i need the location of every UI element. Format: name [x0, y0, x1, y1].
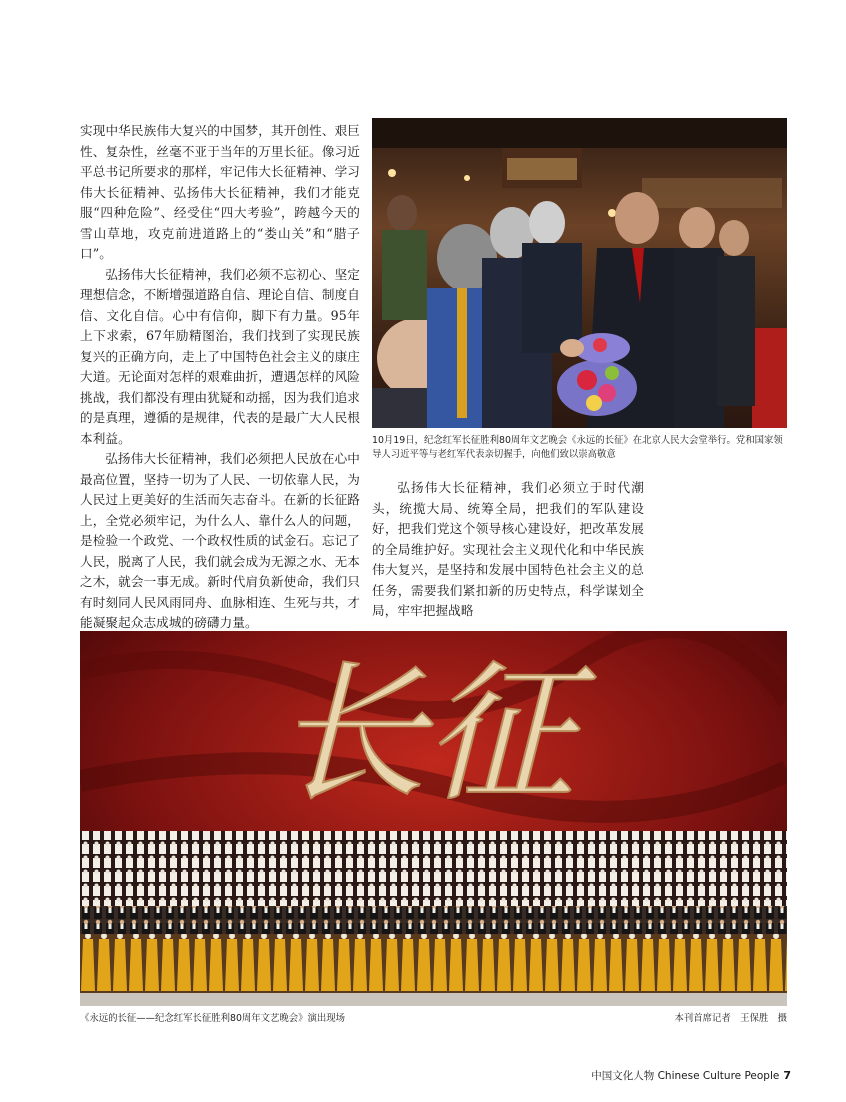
stage-calligraphy: 长征	[274, 648, 576, 822]
paragraph: 实现中华民族伟大复兴的中国梦，其开创性、艰巨性、复杂性，丝毫不亚于当年的万里长征。像习近平总书记所要求的那样，牢记伟大长征精神、学习伟大长征精神、弘扬伟大长征精神，我们才能克服“四种危险”、经受住“四大考验”，跨越今天的雪山草地，攻克前进道路上的“娄山关”和“腊子口”。	[80, 123, 360, 261]
paragraph: 弘扬伟大长征精神，我们必须立于时代潮头，统揽大局、统筹全局，把我们的军队建设好，把我们党这个领导核心建设好，把改革发展的全局维护好。实现社会主义现代化和中华民族伟大复兴，是坚持和发展中国特色社会主义的总任务，需要我们紧扣新的历史特点，科学谋划全局，牢牢把握战略	[372, 480, 644, 618]
photo-caption: 10月19日，纪念红军长征胜利80周年文艺晚会《永远的长征》在北京人民大会堂举行。党和国家领导人习近平等与老红军代表亲切握手，向他们致以崇高敬意	[372, 435, 783, 460]
magazine-name: 中国文化人物 Chinese Culture People	[591, 1070, 780, 1082]
photo-caption: 《永远的长征——纪念红军长征胜利80周年文艺晚会》演出现场	[80, 1013, 346, 1024]
page-footer	[591, 1068, 791, 1083]
paragraph: 弘扬伟大长征精神，我们必须不忘初心、坚定理想信念，不断增强道路自信、理论自信、制度自信、文化自信。心中有信仰，脚下有力量。95年上下求索，67年励精图治，我们找到了实现民族复兴的正确方向，走上了中国特色社会主义的康庄大道。无论面对怎样的艰难曲折，遭遇怎样的风险挑战，我们都没有理由犹疑和动摇，因为我们追求的是真理，遵循的是规律，代表的是最广大人民根本利益。	[80, 266, 360, 446]
article-right-column	[372, 478, 644, 622]
photo-credit: 本刊首席记者 王保胜 摄	[674, 1013, 787, 1024]
photo-stage-performance	[80, 631, 787, 1006]
photo-handshake	[372, 118, 787, 428]
page-number: 7	[783, 1069, 791, 1082]
article-left-column	[80, 121, 360, 634]
paragraph: 弘扬伟大长征精神，我们必须把人民放在心中最高位置，坚持一切为了人民、一切依靠人民，为人民过上更美好的生活而矢志奋斗。在新的长征路上，全党必须牢记，为什么人、靠什么人的问题，是检验一个政党、一个政权性质的试金石。忘记了人民，脱离了人民，我们就会成为无源之水、无本之木，就会一事无成。新时代肩负新使命，我们只有时刻同人民风雨同舟、血脉相连、生死与共，才能凝聚起众志成城的磅礴力量。	[80, 451, 360, 630]
